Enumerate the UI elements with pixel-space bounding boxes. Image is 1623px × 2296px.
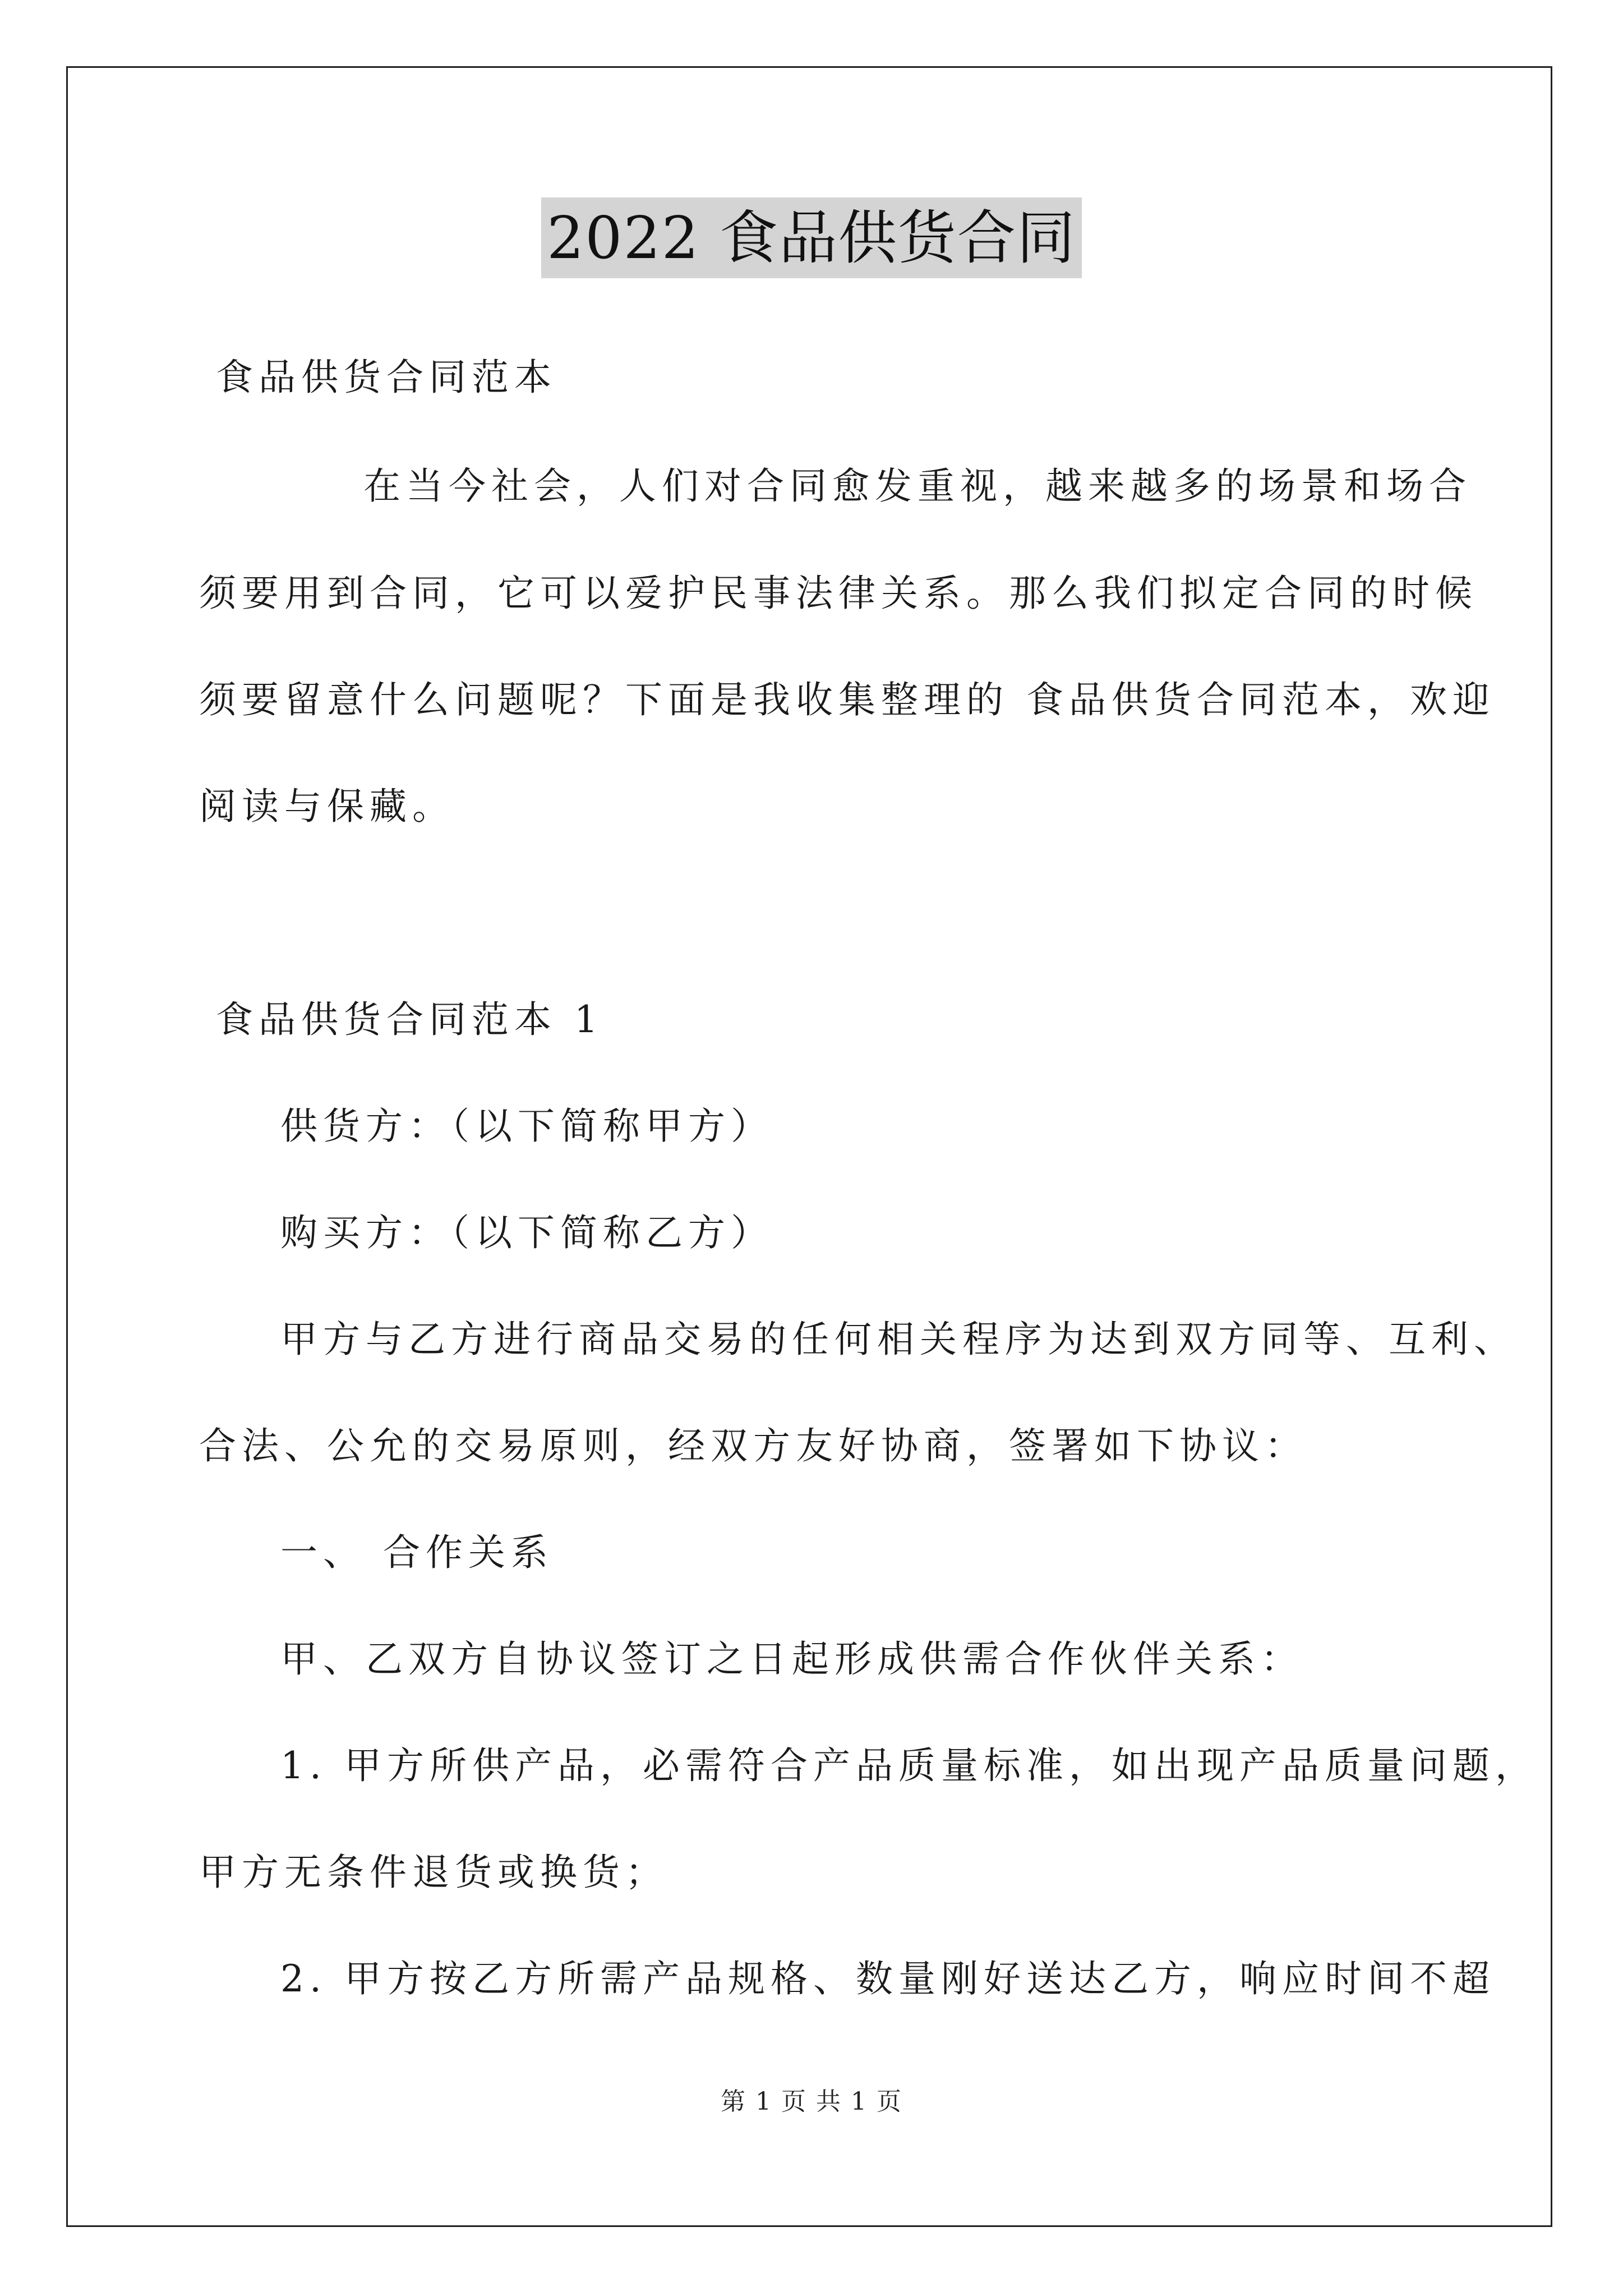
- buyer-line: 购买方：（以下简称乙方）: [280, 1211, 773, 1254]
- clause-one-text: 甲、乙双方自协议签订之日起形成供需合作伙伴关系：: [280, 1637, 1303, 1681]
- item2-line-1: 2. 甲方按乙方所需产品规格、数量刚好送达乙方，响应时间不超: [280, 1957, 1495, 2000]
- intro-line-3: 须要留意什么问题呢？下面是我收集整理的 食品供货合同范本，欢迎: [199, 678, 1495, 721]
- principle-line-2: 合法、公允的交易原则，经双方友好协商，签署如下协议：: [199, 1424, 1307, 1467]
- intro-line-1: 在当今社会，人们对合同愈发重视，越来越多的场景和场合: [363, 464, 1472, 508]
- title-wrap: [0, 197, 1623, 278]
- page-footer: 第 1 页 共 1 页: [721, 2087, 902, 2116]
- intro-line-4: 阅读与保藏。: [199, 785, 455, 828]
- subtitle: 食品供货合同范本: [216, 356, 557, 399]
- document-title: 2022 食品供货合同: [541, 197, 1082, 278]
- principle-line-1: 甲方与乙方进行商品交易的任何相关程序为达到双方同等、互利、: [280, 1318, 1516, 1361]
- item1-line-1: 1. 甲方所供产品，必需符合产品质量标准，如出现产品质量问题，: [280, 1744, 1538, 1787]
- supplier-line: 供货方：（以下简称甲方）: [280, 1105, 773, 1148]
- section-heading: 食品供货合同范本 1: [216, 998, 603, 1041]
- intro-line-2: 须要用到合同，它可以爱护民事法律关系。那么我们拟定合同的时候: [199, 572, 1478, 615]
- clause-one-heading: 一、 合作关系: [280, 1531, 554, 1574]
- item1-line-2: 甲方无条件退货或换货；: [199, 1851, 668, 1894]
